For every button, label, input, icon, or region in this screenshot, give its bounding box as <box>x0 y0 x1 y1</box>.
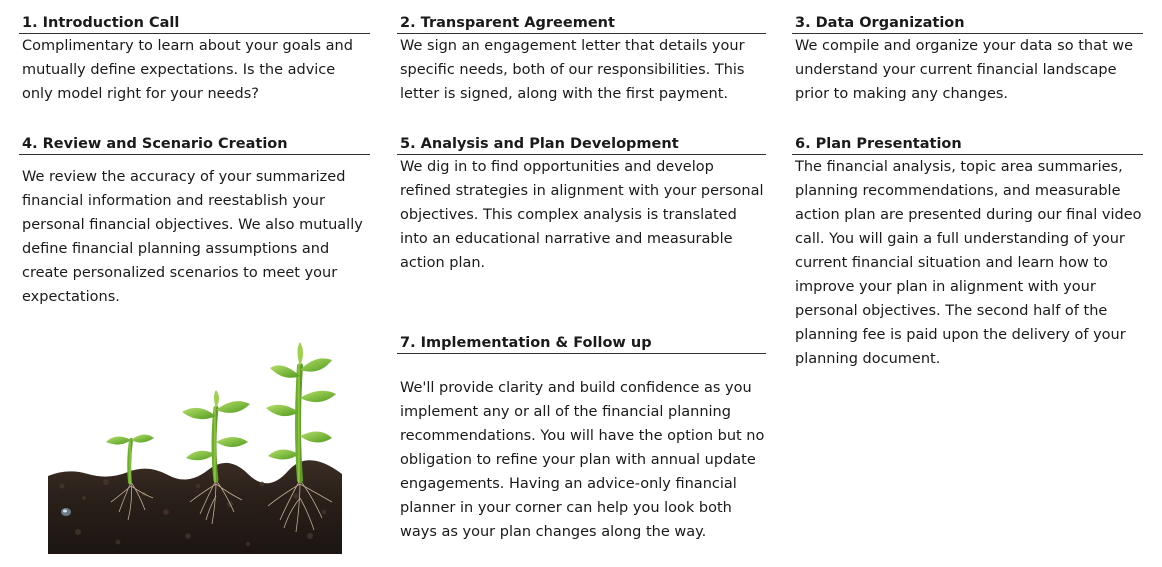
step-title: 1. Introduction Call <box>19 13 370 34</box>
step-transparent-agreement <box>397 13 766 106</box>
step-plan-presentation <box>792 134 1143 371</box>
step-implementation-follow-up <box>397 333 766 544</box>
step-description: We dig in to find opportunities and develop refined strategies in alignment with your personal objectives. This complex analysis is translated into an educational narrative and measurable action plan. <box>400 159 764 271</box>
growing-seedlings-image <box>48 336 342 554</box>
step-description: We compile and organize your data so that we understand your current financial landscape prior to making any changes. <box>795 38 1134 102</box>
step-description: We sign an engagement letter that details your specific needs, both of our responsibilities. This letter is signed, along with the first payment. <box>400 38 745 102</box>
step-description: Complimentary to learn about your goals and mutually define expectations. Is the advice only model right for your needs? <box>22 38 353 102</box>
step-introduction-call <box>19 13 370 106</box>
step-title: 2. Transparent Agreement <box>397 13 766 34</box>
step-analysis-plan-development <box>397 134 766 275</box>
step-title: 4. Review and Scenario Creation <box>19 134 370 155</box>
step-title: 7. Implementation & Follow up <box>397 333 766 354</box>
step-description: The financial analysis, topic area summaries, planning recommendations, and measurable action plan are presented during our final video call. You will gain a full understanding of your current financial situation and learn how to improve your plan in alignment with your personal objectives. The second half of the planning fee is paid upon the delivery of your planning document. <box>795 159 1142 367</box>
step-description: We'll provide clarity and build confidence as you implement any or all of the financial planning recommendations. You will have the option but no obligation to refine your plan with annual update engagements. Having an advice-only financial planner in your corner can help you look both ways as your plan changes along the way. <box>400 380 765 540</box>
step-title: 6. Plan Presentation <box>792 134 1143 155</box>
step-title: 5. Analysis and Plan Development <box>397 134 766 155</box>
step-description: We review the accuracy of your summarized financial information and reestablish your personal financial objectives. We also mutually define financial planning assumptions and create personalized scenarios to meet your expectations. <box>22 169 363 305</box>
step-title: 3. Data Organization <box>792 13 1143 34</box>
step-review-scenario-creation <box>19 134 370 309</box>
step-data-organization <box>792 13 1143 106</box>
